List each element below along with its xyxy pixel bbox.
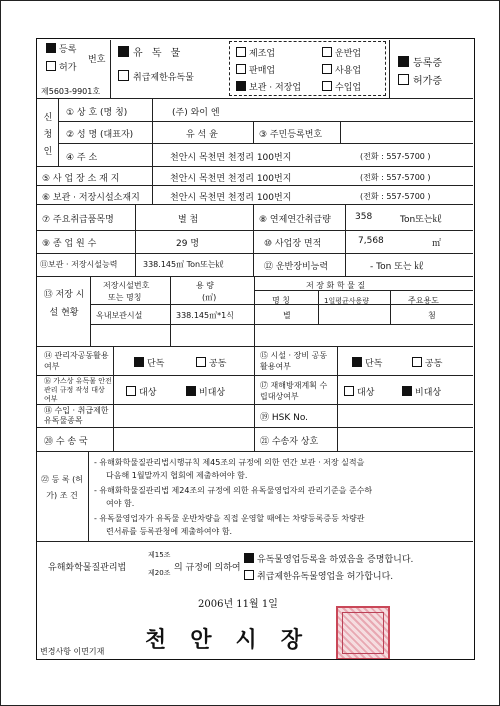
resident-id-label: ③ 주민등록번호 <box>259 130 323 140</box>
disaster-target-label: 대상 <box>357 388 375 398</box>
business-site-value: 천안시 목천면 천정리 100번지 <box>170 174 292 184</box>
manager-sharing-label: ⑭ 관리자공동활용여부 <box>44 351 109 371</box>
gas-nontarget-label: 비대상 <box>199 388 226 398</box>
storage-col-capacity-unit: (㎥) <box>202 293 217 302</box>
export-country-label: ⑳ 수 송 국 <box>44 437 88 447</box>
storage-site-value: 천안시 목천면 천정리 100번지 <box>170 193 292 203</box>
equipment-sharing-label: ⑮ 시설 · 장비 공동활용여부 <box>260 351 328 371</box>
storage-col-chem-daily: 1일평균사용량 <box>324 297 370 305</box>
carrier-name-label: ㉑ 수송자 상호 <box>260 437 319 447</box>
storage-col-chem-use: 주요용도 <box>408 296 439 305</box>
poison-label: 유 독 물 <box>133 48 184 59</box>
company-name-label: ① 상 호 (명 칭) <box>66 108 128 118</box>
reg-label: 등록 <box>59 45 77 55</box>
condition-2-line-2: 여야 함. <box>106 499 135 508</box>
equipment-single-label: 단독 <box>365 359 383 369</box>
applicant-side-label: 신청인 <box>43 113 53 157</box>
storage-col-chem-header: 저 장 화 학 물 질 <box>306 281 366 290</box>
main-items-label: ⑦ 주요취급품목명 <box>42 215 114 225</box>
condition-3-line-1: - 유독물영업자가 유독물 운반차량을 직접 운영할 때에는 차량등록증등 차량관 <box>94 514 365 523</box>
annual-volume-unit: Ton또는㎘ <box>400 215 442 225</box>
cert-registration-label: 등록증 <box>413 58 442 69</box>
condition-3-line-2: 련서류를 등록관청에 제출하여야 함. <box>106 527 233 536</box>
employees-value: 29 명 <box>176 239 200 249</box>
annual-volume-value: 358 <box>355 212 373 222</box>
article-15: 제15조 <box>148 551 171 559</box>
site-area-label: ⑩ 사업장 면적 <box>264 239 322 249</box>
import-items-label: ⑱ 수입 · 취급제한 유독물종목 <box>44 406 109 425</box>
manager-joint-label: 공동 <box>209 359 227 369</box>
storage-col-name-sub: 또는 명칭 <box>108 293 142 302</box>
perm-label: 허가 <box>59 63 77 73</box>
storage-col-capacity-header: 용 량 <box>196 281 214 290</box>
cert-text-permitted-label: 취급제한유독물영업을 허가합니다. <box>257 572 394 582</box>
employees-label: ⑨ 종 업 원 수 <box>42 239 97 249</box>
storage-row-chem: 별 <box>283 311 291 320</box>
address-label: ④ 주 소 <box>66 153 98 163</box>
biz-transport-label: 운반업 <box>335 49 362 59</box>
transport-capacity-label: ⑫ 운반장비능력 <box>264 262 329 272</box>
manager-single-label: 단독 <box>147 359 165 369</box>
storage-row-use: 첨 <box>428 311 436 320</box>
business-site-label: ⑤ 사 업 장 소 재 지 <box>42 174 120 184</box>
restricted-label: 취급제한유독물 <box>133 73 194 83</box>
storage-col-chem-name: 명 칭 <box>272 296 290 305</box>
condition-1-line-2: 다음해 1월말까지 협회에 제출하여야 함. <box>106 471 248 480</box>
cert-permit-label: 허가증 <box>413 76 442 87</box>
form-border <box>36 38 475 660</box>
registration-number: 제5603-9901호 <box>41 87 101 96</box>
transport-capacity-value: - Ton 또는 ㎘ <box>370 262 424 272</box>
representative-value: 유 석 윤 <box>186 130 218 140</box>
storage-facilities-label: ⑬ 저장 시설 현황 <box>43 290 85 318</box>
annual-volume-label: ⑧ 연제연간취급량 <box>259 215 331 225</box>
condition-2-line-1: - 유해화학물질관리법 제24조의 규정에 의한 유독물영업자의 관리기준을 준수하 <box>94 486 373 495</box>
biz-use-label: 사용업 <box>335 66 362 76</box>
biz-storage-label: 보관 · 저장업 <box>249 83 302 93</box>
main-items-value: 별 첨 <box>178 215 199 225</box>
equipment-joint-label: 공동 <box>425 359 443 369</box>
biz-import-label: 수입업 <box>335 83 362 93</box>
law-suffix: 의 규정에 의하여 <box>174 563 241 573</box>
address-phone: (전화 : 557-5700 ) <box>360 152 431 161</box>
business-site-phone: (전화 : 557-5700 ) <box>360 173 431 182</box>
condition-1-line-1: - 유해화학물질관리법시행규칙 제45조의 규정에 의한 연간 보관 · 저장 실적을 <box>94 458 365 467</box>
disaster-nontarget-label: 비대상 <box>415 388 442 398</box>
disaster-plan-label: ⑰ 재해방재계획 수립대상여부 <box>260 381 328 401</box>
company-name-value: (주) 와이 엔 <box>172 108 220 118</box>
site-area-unit: ㎡ <box>432 239 442 249</box>
number-label: 번호 <box>88 55 106 65</box>
article-20: 제20조 <box>148 569 171 577</box>
law-name: 유해화학물질관리법 <box>48 563 127 573</box>
storage-site-phone: (전화 : 557-5700 ) <box>360 192 431 201</box>
hsk-no-label: ⑲ HSK No. <box>260 413 309 423</box>
gas-target-label: 대상 <box>139 388 157 398</box>
storage-capacity-label: ⑪보관 · 저장시설능력 <box>40 260 118 269</box>
mayor-title: 천안시장 <box>145 627 327 653</box>
storage-capacity-value: 338.145㎥ Ton또는㎘ <box>143 260 224 269</box>
change-note: 변경사항 이면기재 <box>40 647 105 656</box>
cert-text-registered-label: 유독물영업등록을 하였음을 증명합니다. <box>257 555 414 565</box>
site-area-value: 7,568 <box>358 236 384 246</box>
gas-safety-label: ⑯ 가스상 유독물 안전관리 규정 작성 대상 여부 <box>44 377 112 403</box>
storage-col-name-header: 저장시설번호 <box>103 281 150 290</box>
representative-label: ② 성 명 (대표자) <box>66 130 134 140</box>
storage-row-capacity: 338.145㎥*1식 <box>176 311 234 320</box>
biz-sales-label: 판매업 <box>249 66 276 76</box>
storage-site-label: ⑥ 보관 · 저장시설소재지 <box>42 193 140 203</box>
issue-date: 2006년 11월 1일 <box>198 599 278 610</box>
address-value: 천안시 목천면 천정리 100번지 <box>170 153 292 163</box>
storage-row-name: 옥내보관시설 <box>96 311 143 320</box>
conditions-label: ㉒ 등 록 (허 가) 조 건 <box>41 475 83 500</box>
biz-manufacture-label: 제조업 <box>249 49 276 59</box>
